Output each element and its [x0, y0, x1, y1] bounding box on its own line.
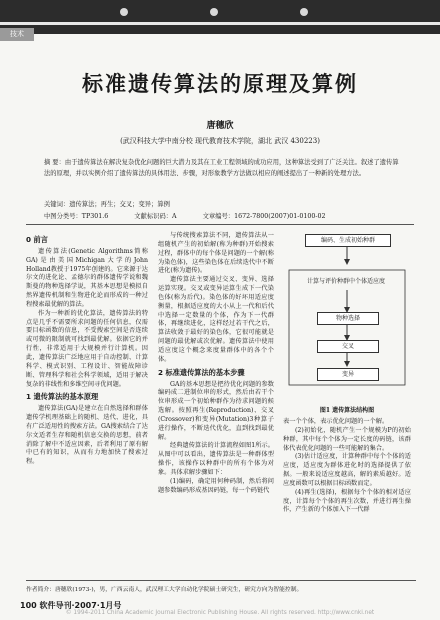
author-footnote: 作者简介：唐穗欣(1973-)，男，广西云南人，武汉理工大学自动化学院硕士研究生，研究方向为智能控制。 [26, 587, 303, 593]
document-code: 文献标识码：A [134, 213, 177, 220]
paper-title: 标准遗传算法的原理及算例 [82, 72, 358, 96]
paragraph: 经典遗传算法的计算流程如图1所示。从图中可以看出，遗传算法是一种群体型操作，该操作以种群中的所有个体为对象。具体求解步骤如下： [158, 442, 274, 476]
paragraph: 遗传算法主要通过交叉、变异、选择运算实现。交叉或变异运算生成下一代染色体(称为后代)。染色体的好坏用适应度衡量，根据适应度的大小从上一代和后代中选择一定数量的个体，作为下一代群体，再继续进化，这样经过若干代之后，算法收敛于最好的染色体，它很可能就是问题的最优解或次优解。遗传算法中使用适应度这个概念来度量群体中的各个个体。 [158, 276, 274, 363]
paragraph: 遗传算法(Genetic Algorithms简称GA)是由美国Michigan大学的John Holland教授于1975年创建的。它来源于达尔文的进化论、孟德尔的群体遗传学说和魏斯曼的物种选择学说，其基本思想是模拟自然界遗传机制和生物进化论而形成的一种过程搜索最优解的算法。 [26, 247, 148, 308]
paragraph: GA的基本思想是把待优化问题的参数编码成二进制位串的形式，然后由若干个位串形成一个初始种群作为待求问题的候选解。按照再生(Reproduction)、交叉(Crossover)和变异(Mutation)3种算子进行操作，不断迭代优化，直到找到最优解。 [158, 380, 274, 441]
section-heading: 0 前言 [26, 235, 48, 244]
section-tag: 技术 [0, 28, 34, 41]
header-dot [300, 8, 308, 16]
classification-row [44, 211, 404, 220]
paragraph: (3)估计适应度，计算种群中每个个体的适应度，适应度为群体进化时的选择提供了依据。一般来说适应度越高，解的素质越好。适应度函数可以根据目标函数而定。 [283, 453, 411, 487]
paragraph: 遗传算法(GA)是建立在自然选择和群体遗传学机理基础上的随机、迭代、进化，具有广泛适用性的搜索方法。GA搜索结合了达尔文适者生存和随机信息交换的思想，前者消除了解中不适应因素，后者利用了原有解中已有的知识，从而有力地加快了搜索过程。 [26, 405, 148, 466]
divider [26, 224, 414, 225]
keywords: 关键词：遗传算法；再生；交叉；变异；算例 [44, 201, 170, 208]
flow-box-crossover: 交叉 [317, 340, 379, 353]
flow-box-mutation: 变异 [317, 368, 379, 381]
clc-number: 中图分类号：TP301.6 [44, 213, 109, 220]
flowchart-figure [283, 232, 411, 412]
copyright-watermark: © 1994-2011 China Academic Journal Electronic Publishing House. All rights reserved. http://www.cnki.net [65, 610, 375, 616]
author-affiliation: (武汉科技大学中南分校 现代教育技术学院，湖北 武汉 430223) [120, 137, 320, 145]
column-middle [158, 232, 274, 495]
page-footer: 100 软件导刊·2007·1月号 [20, 601, 122, 610]
section-heading: 2 标准遗传算法的基本步骤 [158, 367, 245, 377]
paragraph: 作为一种新的优化算法，遗传算法的特点是几乎不需要所求问题的任何信息，仅需要目标函数的信息，不受搜索空间是否连续或可微的限制就可找到最优解。依据它的并行性，非常适用于大规模并行计算机。因此，遗传算法广泛地应用于自动控制、计算科学、模式识别、工程设计、智能故障诊断、管理科学和社会科学领域，适用于解决复杂的非线性和多维空间寻优问题。 [26, 309, 148, 388]
figure-caption: 图1 遗传算法结构图 [319, 407, 375, 414]
header-dot [120, 8, 128, 16]
paragraph: (4)再生(选择)，根据每个个体的相对适应度，计算每个个体的再生次数，并进行再生操作，产生新的个体加入下一代群 [283, 488, 411, 514]
paragraph: 表一个个体，表示优化问题的一个解。 [283, 418, 389, 425]
paragraph: (1)编码，确定用何种码制，然后将问题参数编码形成基因码链，每一个码链代 [158, 477, 274, 494]
header-dot [210, 8, 218, 16]
paragraph: (2)初始化，随机产生一个规模为P的初始种群，其中每个个体为一定长度的码链，该群体代表优化问题的一些可能解的集合。 [283, 426, 411, 452]
author-name: 唐穗欣 [206, 121, 234, 131]
flow-box-selection: 物种选择 [317, 312, 379, 325]
article-number: 文章编号：1672-7800(2007)01-0100-02 [202, 213, 326, 220]
column-right [283, 418, 411, 515]
flow-box-encode: 编码、生成初始种群 [305, 234, 391, 247]
page-header-band [0, 0, 440, 34]
header-stripe [0, 22, 440, 25]
flow-box-fitness: 计算与评价种群中个体适应度 [306, 278, 385, 285]
column-left [26, 232, 148, 467]
footnote-divider [26, 580, 416, 581]
section-heading: 1 遗传算法的基本原理 [26, 392, 99, 402]
abstract: 摘 要：由于遗传算法在解决复杂优化问题的巨大潜力及其在工业工程领域的成功应用，这种算法受到了广泛关注。叙述了遗传算法的原理，并以实例介绍了遗传算法的具体用法、步骤，对形象教学方法做以相应的阐述提出了一种新的处理方法。 [44, 159, 399, 177]
paragraph: 与传统搜索算法不同，遗传算法从一组随机产生的初始解(称为种群)开始搜索过程，群体中的每个体是问题的一个解(称为染色体)，这些染色体在后续迭代中不断进化(称为遗传)。 [158, 232, 274, 275]
